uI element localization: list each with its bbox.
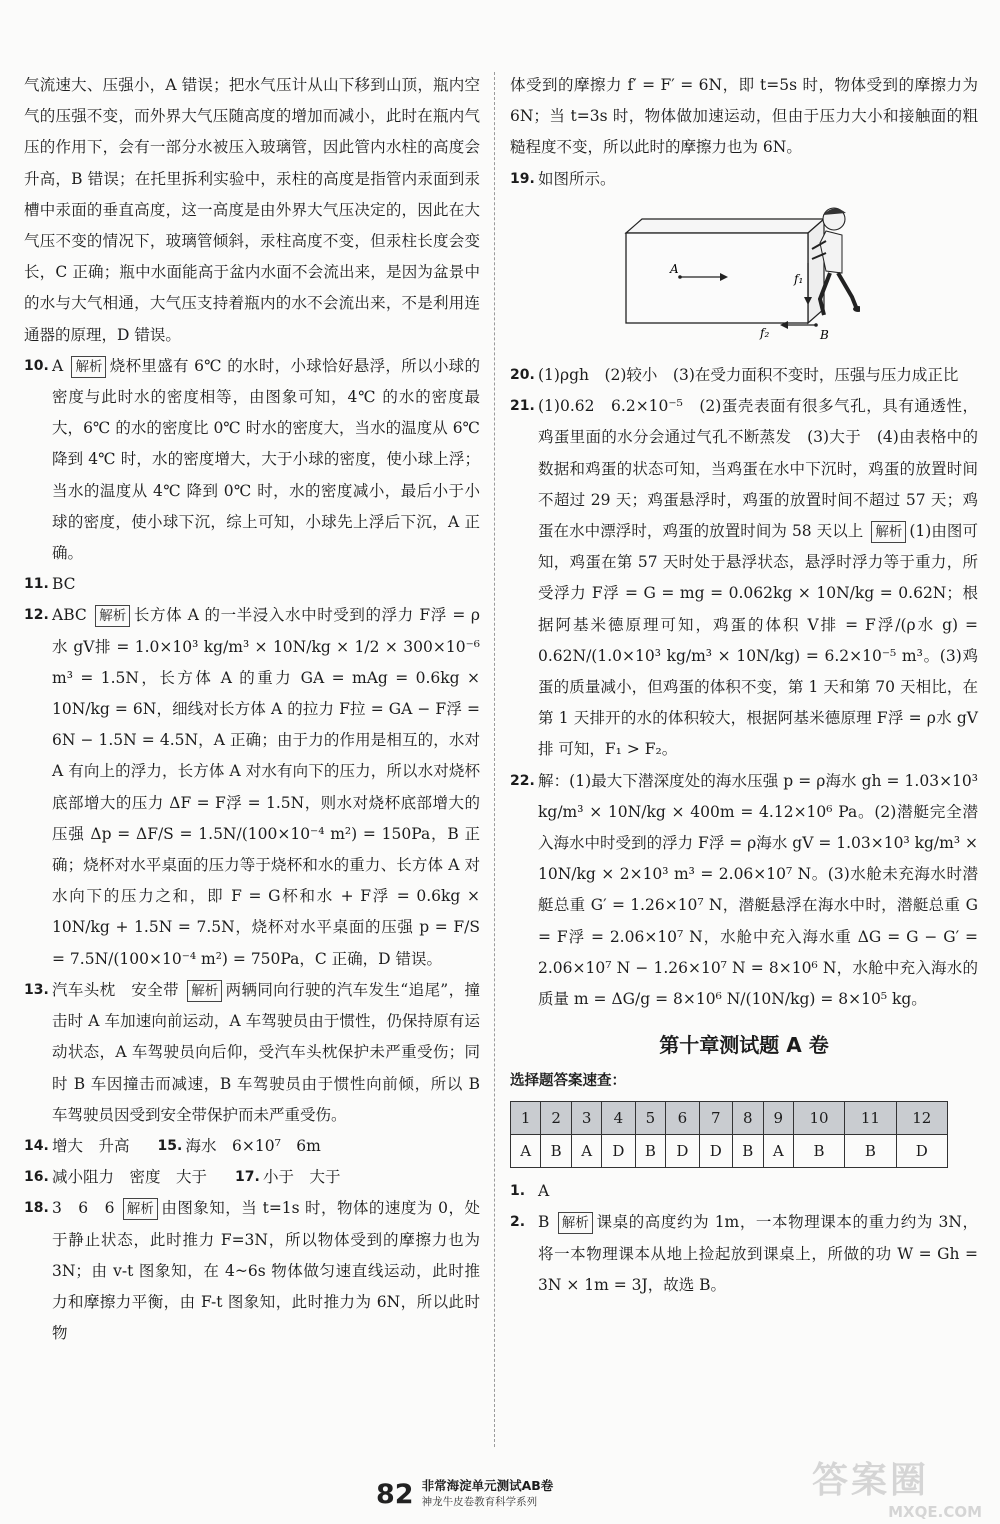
answer: 3 6 6 — [52, 1199, 115, 1218]
table-cell: 3 — [572, 1102, 602, 1135]
question-number: 22. — [510, 772, 535, 789]
question-13 — [24, 975, 480, 1131]
table-cell: B — [541, 1135, 572, 1168]
table-cell: D — [896, 1135, 947, 1168]
question-18-continued: 体受到的摩擦力 f′ = F′ = 6N，即 t=5s 时，物体受到的摩擦力为 6N；当 t=3s 时，物体做加速运动，但由于压力大小和接触面的粗糙程度不变，所以此时的摩擦力也为 6N。 — [510, 76, 978, 157]
brand-block — [422, 1478, 554, 1510]
answer: 减小阻力 密度 大于 — [52, 1168, 208, 1187]
label-f1: f₁ — [794, 271, 804, 286]
table-cell: B — [793, 1135, 844, 1168]
answer-table-answer-row — [511, 1135, 948, 1168]
question-10 — [24, 351, 480, 569]
page-footer — [376, 1478, 553, 1510]
question-22 — [510, 766, 978, 1016]
table-cell: 10 — [793, 1102, 844, 1135]
analysis-text: 由图象知，当 t=1s 时，物体的速度为 0，处于静止状态，此时推力 F=3N，所以物体受到的摩擦力也为 3N；由 v-t 图象知，在 4~6s 物体做匀速直线运动，此时推力和摩擦力平衡，由 F-t 图象知，此时推力为 6N，所以此时物 — [52, 1199, 480, 1343]
question-11 — [24, 569, 480, 600]
question-number: 10. — [24, 357, 49, 374]
left-column — [24, 70, 480, 1349]
table-cell: 11 — [845, 1102, 896, 1135]
question-text: 如图所示。 — [538, 169, 616, 188]
question-21 — [510, 391, 978, 765]
answer-table — [510, 1101, 948, 1168]
watermark-url: MXQE.COM — [888, 1503, 982, 1521]
answer: 汽车头枕 安全带 — [52, 980, 179, 999]
watermark-title: 答案圈 — [812, 1460, 930, 1501]
table-cell: 9 — [763, 1102, 793, 1135]
box — [626, 219, 824, 323]
solution-text: 解：(1)最大下潜深度处的海水压强 p = ρ海水 gh = 1.03×10³ kg/m³ × 10N/kg × 400m = 4.12×10⁶ Pa。(2)潜艇完全潜入海水中时受到的浮力 F浮 = ρ海水 gV = 1.03×10³ kg/m³ × 10N/kg × 2×10³ m³ = 2.06×10⁷ N。(3)水舱未充海水时潜艇总重 G′ = 1.26×10⁷ N，潜艇悬浮在海水中时，潜艇总重 G = F浮 = 2.06×10⁷ N，水舱中充入海水重 ΔG = G − G′ = 2.06×10⁷ N − 1.26×10⁷ N = 8×10⁶ N，水舱中充入海水的质量 m = ΔG/g = 8×10⁶ N/(10N/kg) = 8×10⁵ kg。 — [538, 771, 978, 1009]
question-text: (1)ρgh (2)较小 (3)在受力面积不变时，压强与压力成正比 — [538, 366, 959, 385]
right-column — [510, 70, 978, 1301]
analysis-tag: 解析 — [95, 605, 130, 627]
watermark — [812, 1452, 982, 1521]
answer: ABC — [52, 606, 87, 625]
table-cell: 7 — [699, 1102, 732, 1135]
question-number: 15. — [157, 1137, 183, 1154]
table-cell: 1 — [511, 1102, 541, 1135]
analysis-tag: 解析 — [71, 356, 106, 378]
table-cell: B — [845, 1135, 896, 1168]
column-divider — [494, 72, 495, 1447]
table-cell: D — [666, 1135, 699, 1168]
table-cell: 12 — [896, 1102, 947, 1135]
question-number: 1. — [510, 1183, 526, 1200]
question-15 — [158, 1131, 321, 1162]
analysis-tag: 解析 — [123, 1198, 158, 1220]
question-20 — [510, 360, 978, 391]
table-cell: A — [511, 1135, 541, 1168]
label-a: A — [670, 261, 679, 276]
chapter-answer-2 — [510, 1207, 978, 1301]
question-number: 13. — [24, 981, 49, 998]
question-number: 19. — [510, 170, 535, 187]
label-b: B — [820, 327, 829, 342]
answer: 海水 6×10⁷ 6m — [185, 1136, 321, 1155]
answer: A — [538, 1182, 550, 1201]
table-cell: 6 — [666, 1102, 699, 1135]
question-18 — [24, 1193, 480, 1349]
brand-subtitle: 神龙牛皮卷教育科学系列 — [421, 1496, 538, 1508]
questions-14-15 — [24, 1131, 480, 1162]
table-cell: 2 — [541, 1102, 572, 1135]
question-number: 18. — [24, 1200, 49, 1217]
question-number: 16. — [24, 1169, 49, 1186]
question-number: 14. — [24, 1137, 49, 1154]
table-cell: 4 — [602, 1102, 635, 1135]
question-number: 21. — [510, 398, 535, 415]
table-cell: D — [602, 1135, 635, 1168]
analysis-text: (1)由图可知，鸡蛋在第 57 天时处于悬浮状态，悬浮时浮力等于重力，所受浮力 F浮 = G = mg = 0.062kg × 10N/kg = 0.62N；根据阿基米德原理可知，鸡蛋的体积 V排 = F浮/(ρ水 g) = 0.62N/(1.0×10³ kg/m³ × 10N/kg) = 6.2×10⁻⁵ m³。(3)鸡蛋的质量减小，但鸡蛋的体积不变，第 1 天和第 70 天相比，在第 1 天排开的水的体积较大，根据阿基米德原理 F浮 = ρ水 gV排 可知，F₁ > F₂。 — [538, 522, 978, 759]
question-number: 17. — [235, 1169, 260, 1186]
analysis-tag: 解析 — [871, 521, 906, 543]
intro-paragraph: 气流速大、压强小，A 错误；把水气压计从山下移到山顶，瓶内空气的压强不变，而外界大气压随高度的增加而减小，此时在瓶内气压的作用下，会有一部分水被压入玻璃管，因此管内水柱的高度会升高，B 错误；在托里拆利实验中，汞柱的高度是指管内汞面到汞槽中汞面的垂直高度，这一高度是由外界大气压决定的，因此在大气压不变的情况下，玻璃管倾斜，汞柱高度不变，但汞柱长度会变长，C 正确；瓶中水面能高于盆内水面不会流出来，是因为盆景中的水与大气相通，大气压支持着瓶内的水不会流出来，不是利用连通器的原理，D 错误。 — [24, 76, 480, 344]
table-cell: D — [699, 1135, 732, 1168]
analysis-text: 烧杯里盛有 6℃ 的水时，小球恰好悬浮，所以小球的密度与此时水的密度相等，由图象可知，4℃ 的水的密度最大，6℃ 的水的密度比 0℃ 时水的密度大，当水的温度从 6℃ 降到 4℃ 时，水的密度增大，大于小球的密度，使小球上浮；当水的温度从 4℃ 降到 0℃ 时，水的密度减小，最后小于小球的密度，使小球下沉，综上可知，小球先上浮后下沉，A 正确。 — [52, 356, 480, 563]
questions-16-17 — [24, 1162, 480, 1193]
question-number: 12. — [24, 607, 49, 624]
question-number: 20. — [510, 367, 535, 384]
question-19 — [510, 164, 978, 195]
question-16 — [24, 1162, 207, 1193]
question-17 — [235, 1162, 341, 1193]
table-cell: A — [763, 1135, 793, 1168]
table-cell: B — [635, 1135, 666, 1168]
analysis-tag: 解析 — [187, 980, 222, 1002]
question-number: 2. — [510, 1214, 526, 1231]
answer: BC — [52, 575, 76, 594]
table-cell: B — [732, 1135, 763, 1168]
answer: 增大 升高 — [52, 1136, 130, 1155]
push-box-figure — [620, 201, 860, 343]
analysis-text: 课桌的高度约为 1m，一本物理课本的重力约为 3N，将一本物理课本从地上捡起放到课桌上，所做的功 W = Gh = 3N × 1m = 3J，故选 B。 — [538, 1213, 978, 1294]
brand-title: 非常海淀单元测试AB卷 — [421, 1478, 554, 1493]
question-number: 11. — [24, 576, 49, 593]
label-f2: f₂ — [760, 325, 770, 340]
answer: 小于 大于 — [263, 1168, 341, 1187]
analysis-text: 两辆同向行驶的汽车发生“追尾”，撞击时 A 车加速向前运动，A 车驾驶员由于惯性，仍保持原有运动状态，A 车驾驶员向后仰，受汽车头枕保护未严重受伤；同时 B 车因撞击而减速，B 车驾驶员由于惯性向前倾，所以 B 车驾驶员因受到安全带保护而未严重受伤。 — [52, 980, 480, 1124]
answer-table-header-row — [511, 1102, 948, 1135]
question-12 — [24, 600, 480, 974]
chapter-title: 第十章测试题 A 卷 — [659, 1033, 829, 1058]
analysis-tag: 解析 — [558, 1212, 593, 1234]
answer-text: (1)0.62 6.2×10⁻⁵ (2)蛋壳表面有很多气孔，具有通透性，鸡蛋里面的水分会通过气孔不断蒸发 (3)大于 (4)由表格中的数据和鸡蛋的状态可知，当鸡蛋在水中下沉时，鸡蛋的放置时间不超过 29 天；鸡蛋悬浮时，鸡蛋的放置时间不超过 57 天；鸡蛋在水中漂浮时，鸡蛋的放置时间为 58 天以上 — [538, 397, 978, 541]
page-number: 82 — [376, 1478, 414, 1510]
answer: A — [52, 356, 64, 375]
table-cell: A — [572, 1135, 602, 1168]
question-14 — [24, 1131, 130, 1162]
answer: B — [538, 1213, 550, 1232]
table-cell: 5 — [635, 1102, 666, 1135]
analysis-text: 长方体 A 的一半浸入水中时受到的浮力 F浮 = ρ水 gV排 = 1.0×10³ kg/m³ × 10N/kg × 1/2 × 300×10⁻⁶ m³ = 1.5N，长方体 A 的重力 GA = mAg = 0.6kg × 10N/kg = 6N，细线对长方体 A 的拉力 F拉 = GA − F浮 = 6N − 1.5N = 4.5N，A 正确；由于力的作用是相互的，水对 A 有向上的浮力，长方体 A 对水有向下的压力，所以水对烧杯底部增大的压力 ΔF = F浮 = 1.5N，则水对烧杯底部增大的压强 Δp = ΔF/S = 1.5N/(100×10⁻⁴ m²) = 150Pa，B 正确；烧杯对水平桌面的压力等于烧杯和水的重力、长方体 A 对水向下的压力之和，即 F = G杯和水 + F浮 = 0.6kg × 10N/kg + 1.5N = 7.5N，烧杯对水平桌面的压强 p = F/S = 7.5N/(100×10⁻⁴ m²) = 750Pa，C 正确，D 错误。 — [52, 606, 481, 968]
quick-answer-label: 选择题答案速查： — [510, 1073, 626, 1090]
table-cell: 8 — [732, 1102, 763, 1135]
chapter-answer-1 — [510, 1176, 978, 1207]
